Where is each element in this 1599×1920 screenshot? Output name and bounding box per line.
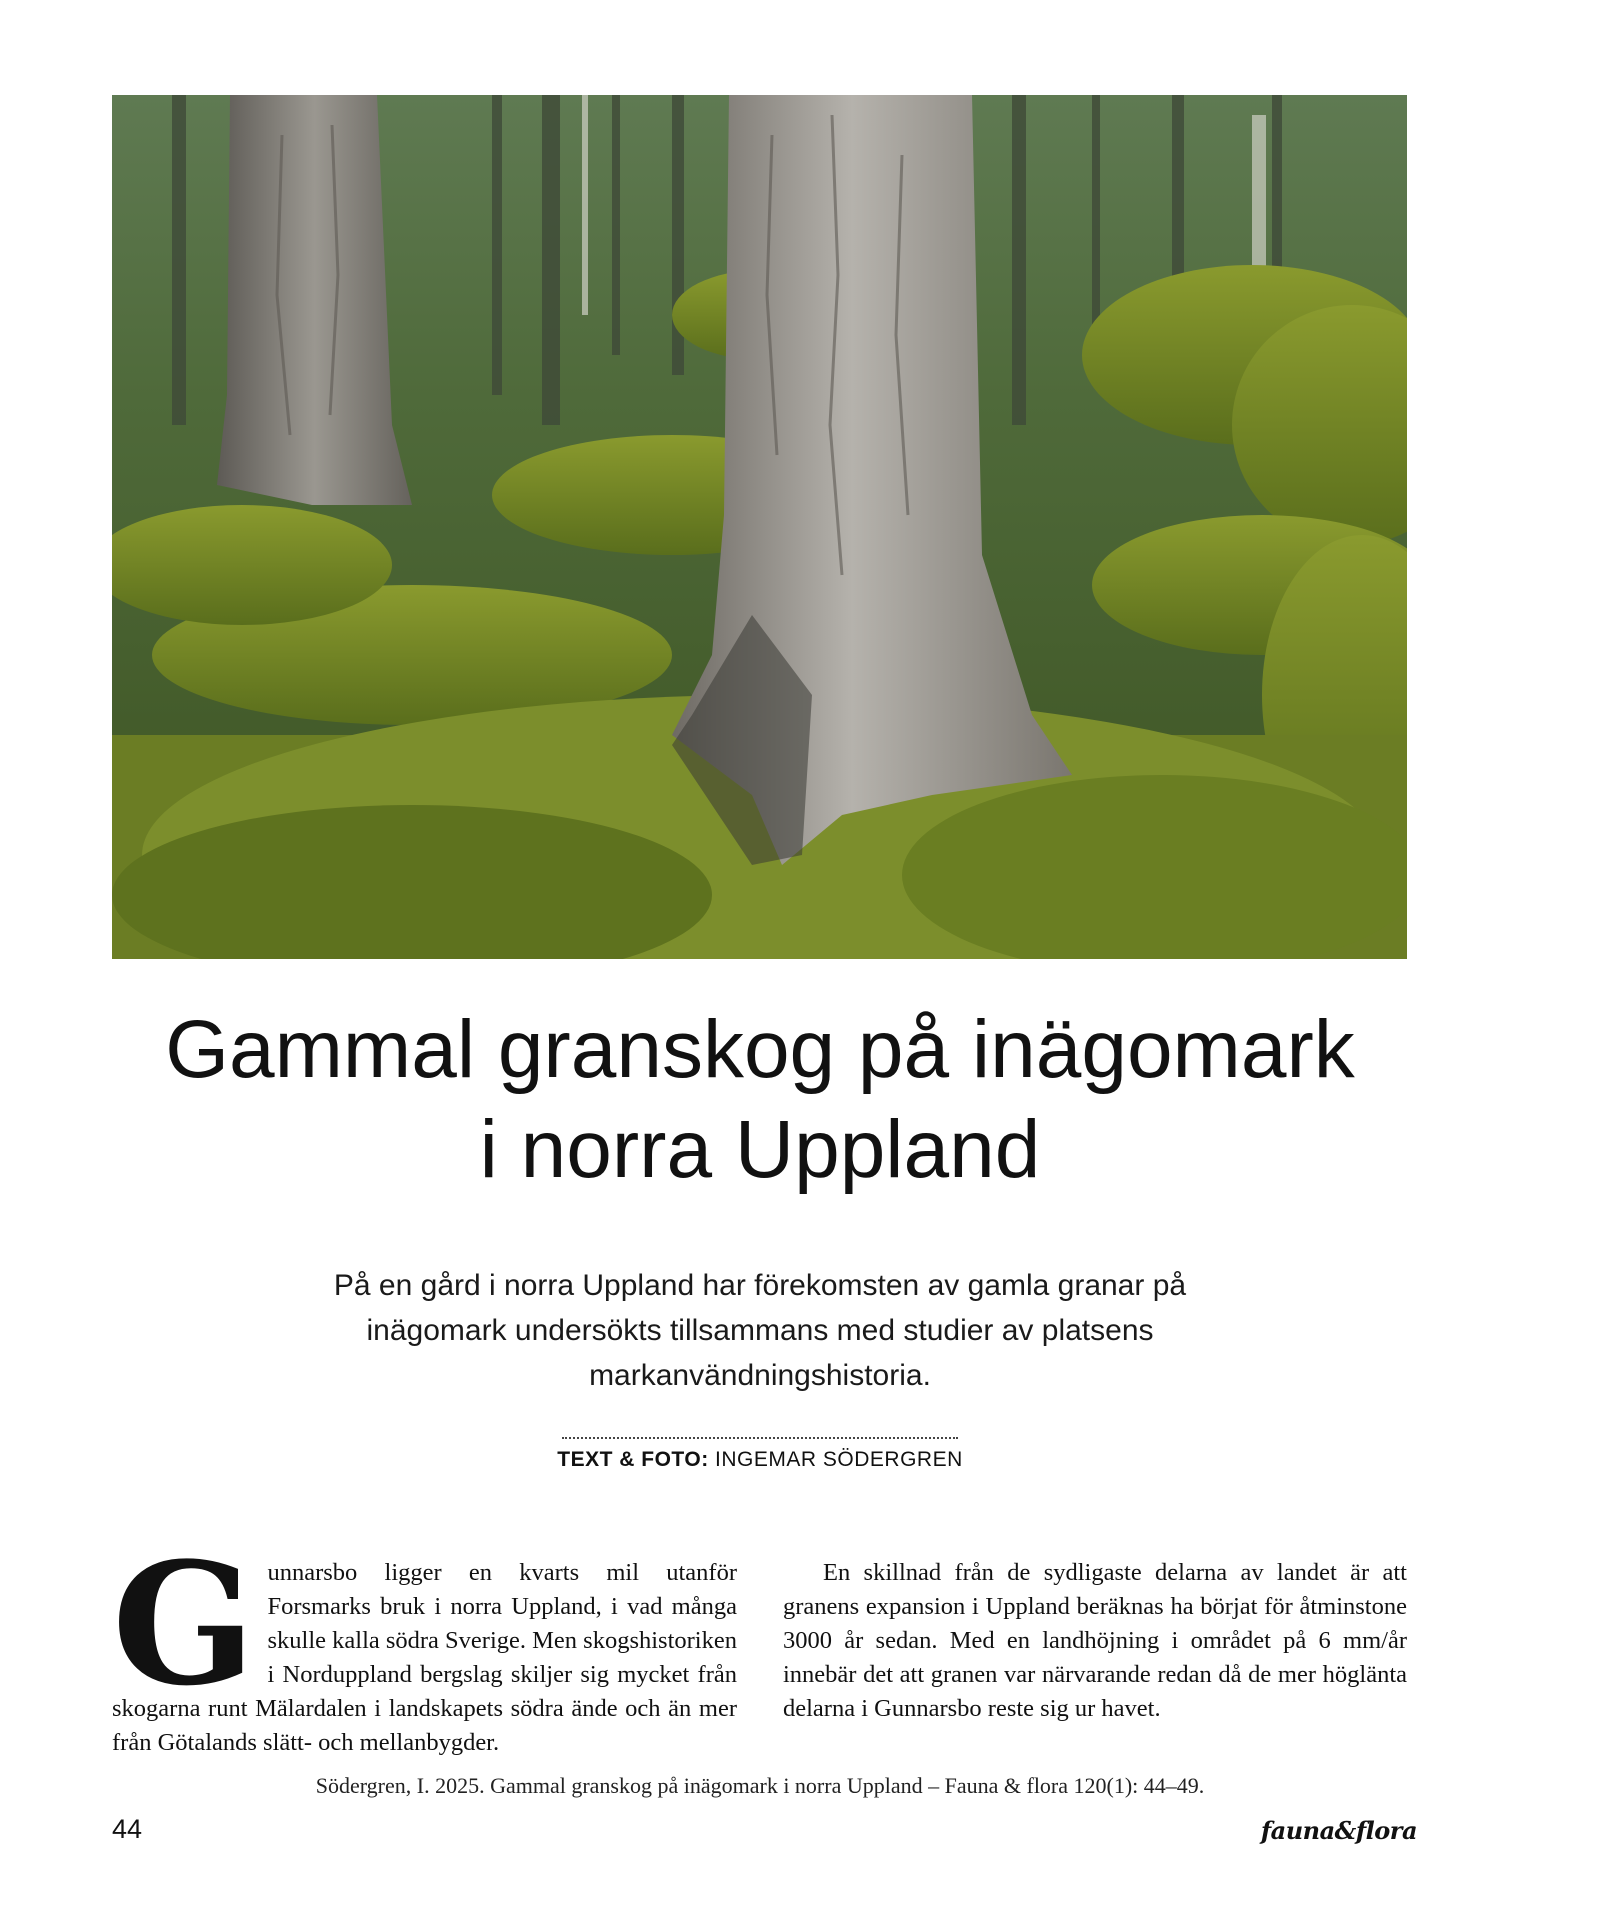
body-left-text: unnarsbo ligger en kvarts mil utanför Forsmarks bruk i norra Uppland, i vad många skulle kalla södra Sverige. Men skogshistoriken i Norduppland bergslag skiljer sig mycket från skogarna runt Mälardalen i landskapets södra ände och än mer från Götalands slätt- och mellanbygder. — [112, 1559, 737, 1756]
byline-divider — [562, 1437, 958, 1439]
body-column-right: En skillnad från de sydligaste delarna av landet är att granens expansion i Uppland beräknas ha börjat för åtminstone 3000 år sedan. Med en landhöjning i området på 6 mm/år innebär det att granen var närvarande redan då de mer höglänta delarna i Gunnarsbo reste sig ur havet. — [783, 1559, 1407, 1722]
byline-label: TEXT & FOTO: — [557, 1448, 709, 1471]
forest-photo — [112, 95, 1407, 959]
byline — [400, 1448, 1120, 1472]
drop-cap: G — [112, 1525, 256, 1723]
body-column-left — [112, 1525, 737, 1760]
article-title — [100, 1000, 1420, 1200]
page-number: 44 — [112, 1814, 143, 1844]
magazine-logo: fauna&flora — [1260, 1816, 1417, 1845]
lead-paragraph: På en gård i norra Uppland har förekomsten av gamla granar på inägomark undersökts tillsammans med studier av platsens markanvändningshistoria. — [333, 1269, 1187, 1392]
title-line-2: i norra Uppland — [479, 1104, 1041, 1195]
title-line-1: Gammal granskog på inägomark — [165, 1004, 1355, 1095]
forest-illustration — [112, 95, 1407, 959]
citation: Södergren, I. 2025. Gammal granskog på inägomark i norra Uppland – Fauna & flora 120(1): 44–49. — [315, 1773, 1205, 1798]
byline-name: INGEMAR SÖDERGREN — [715, 1448, 963, 1471]
